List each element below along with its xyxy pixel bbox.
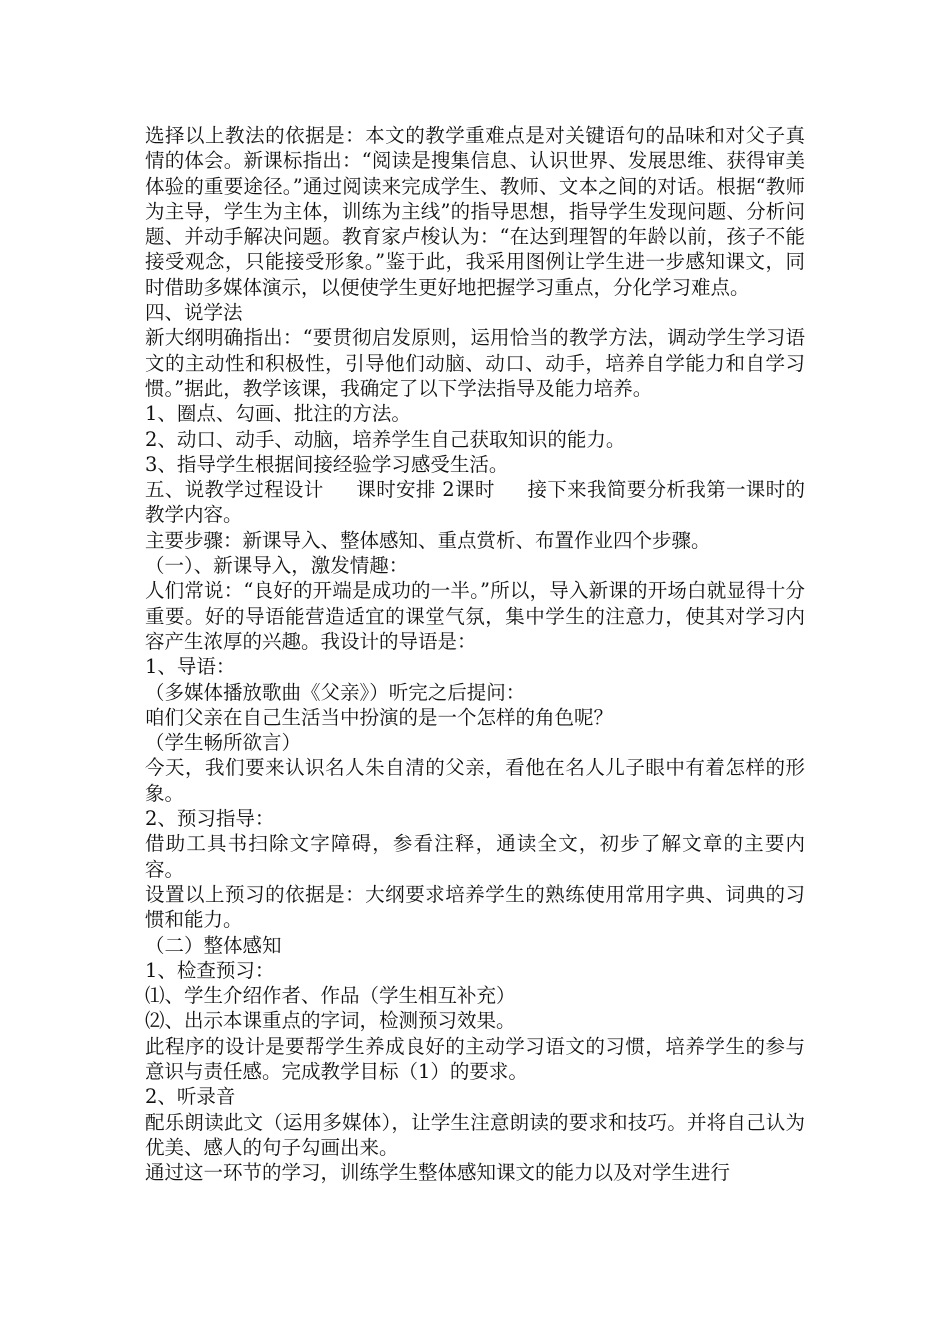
- list-item-1: 1、圈点、勾画、批注的方法。: [145, 402, 411, 426]
- list-item-lead-in: 1、导语：: [145, 655, 236, 679]
- heading-teaching-process: 五、说教学过程设计 课时安排 2课时 接下来我简要分析我第一课时的教学内容。: [145, 478, 805, 527]
- paragraph-program-design: 此程序的设计是要帮学生养成良好的主动学习语文的习惯，培养学生的参与意识与责任感。完成教学目标（1）的要求。: [145, 1034, 805, 1083]
- paragraph-preview-basis: 设置以上预习的依据是：大纲要求培养学生的熟练使用常用字典、词典的习惯和能力。: [145, 882, 805, 932]
- list-item-check-preview: 1、检查预习：: [145, 958, 275, 982]
- heading-learning-method: 四、说学法: [145, 301, 243, 325]
- sub-item-2: ⑵、出示本课重点的字词，检测预习效果。: [145, 1009, 516, 1033]
- document-body: [145, 123, 805, 1185]
- list-item-preview-guide: 2、预习指导：: [145, 807, 275, 831]
- paragraph-training: 通过这一环节的学习，训练学生整体感知课文的能力以及对学生进行: [145, 1161, 731, 1185]
- paragraph-music-reading: 配乐朗读此文（运用多媒体），让学生注意朗读的要求和技巧。并将自己认为优美、感人的句子勾画出来。: [145, 1110, 805, 1159]
- sub-item-1: ⑴、学生介绍作者、作品（学生相互补充）: [145, 984, 516, 1008]
- subheading-introduction: （一）、新课导入，激发情趣：: [145, 554, 409, 578]
- paragraph-teaching-method-basis: 选择以上教法的依据是：本文的教学重难点是对关键语句的品味和对父子真情的体会。新课标指出：“阅读是搜集信息、认识世界、发展思维、获得审美体验的重要途径。”通过阅读来完成学生、教师、文本之间的对话。根据“教师为主导，学生为主体，训练为主线”的指导思想，指导学生发现问题、分析问题、并动手解决问题。教育家卢梭认为：“在达到理智的年龄以前，孩子不能接受观念，只能接受形象。”鉴于此，我采用图例让学生进一步感知课文，同时借助多媒体演示，以便使学生更好地把握学习重点，分化学习难点。: [145, 124, 805, 299]
- list-item-3: 3、指导学生根据间接经验学习感受生活。: [145, 452, 509, 476]
- paragraph-students-speak: （学生畅所欲言）: [145, 731, 302, 755]
- paragraph-main-steps: 主要步骤：新课导入、整体感知、重点赏析、布置作业四个步骤。: [145, 528, 711, 552]
- paragraph-question: 咱们父亲在自己生活当中扮演的是一个怎样的角色呢？: [145, 705, 614, 729]
- subheading-overall-perception: （二）整体感知: [145, 933, 282, 957]
- paragraph-multimedia-song: （多媒体播放歌曲《父亲》）听完之后提问：: [145, 680, 526, 704]
- list-item-2: 2、动口、动手、动脑，培养学生自己获取知识的能力。: [145, 427, 626, 451]
- paragraph-introduction: 人们常说：“良好的开端是成功的一半。”所以，导入新课的开场白就显得十分重要。好的导语能营造适宜的课堂气氛，集中学生的注意力，使其对学习内容产生浓厚的兴趣。我设计的导语是：: [145, 579, 805, 653]
- paragraph-today: 今天，我们要来认识名人朱自清的父亲，看他在名人儿子眼中有着怎样的形象。: [145, 756, 805, 805]
- paragraph-preview-tools: 借助工具书扫除文字障碍，参看注释，通读全文，初步了解文章的主要内容。: [145, 832, 805, 881]
- list-item-listen-recording: 2、听录音: [145, 1085, 236, 1109]
- paragraph-syllabus-quote: 新大纲明确指出：“要贯彻启发原则，运用恰当的教学方法，调动学生学习语文的主动性和积极性，引导他们动脑、动口、动手，培养自学能力和自学习惯。”据此，教学该课，我确定了以下学法指导及能力培养。: [145, 326, 805, 400]
